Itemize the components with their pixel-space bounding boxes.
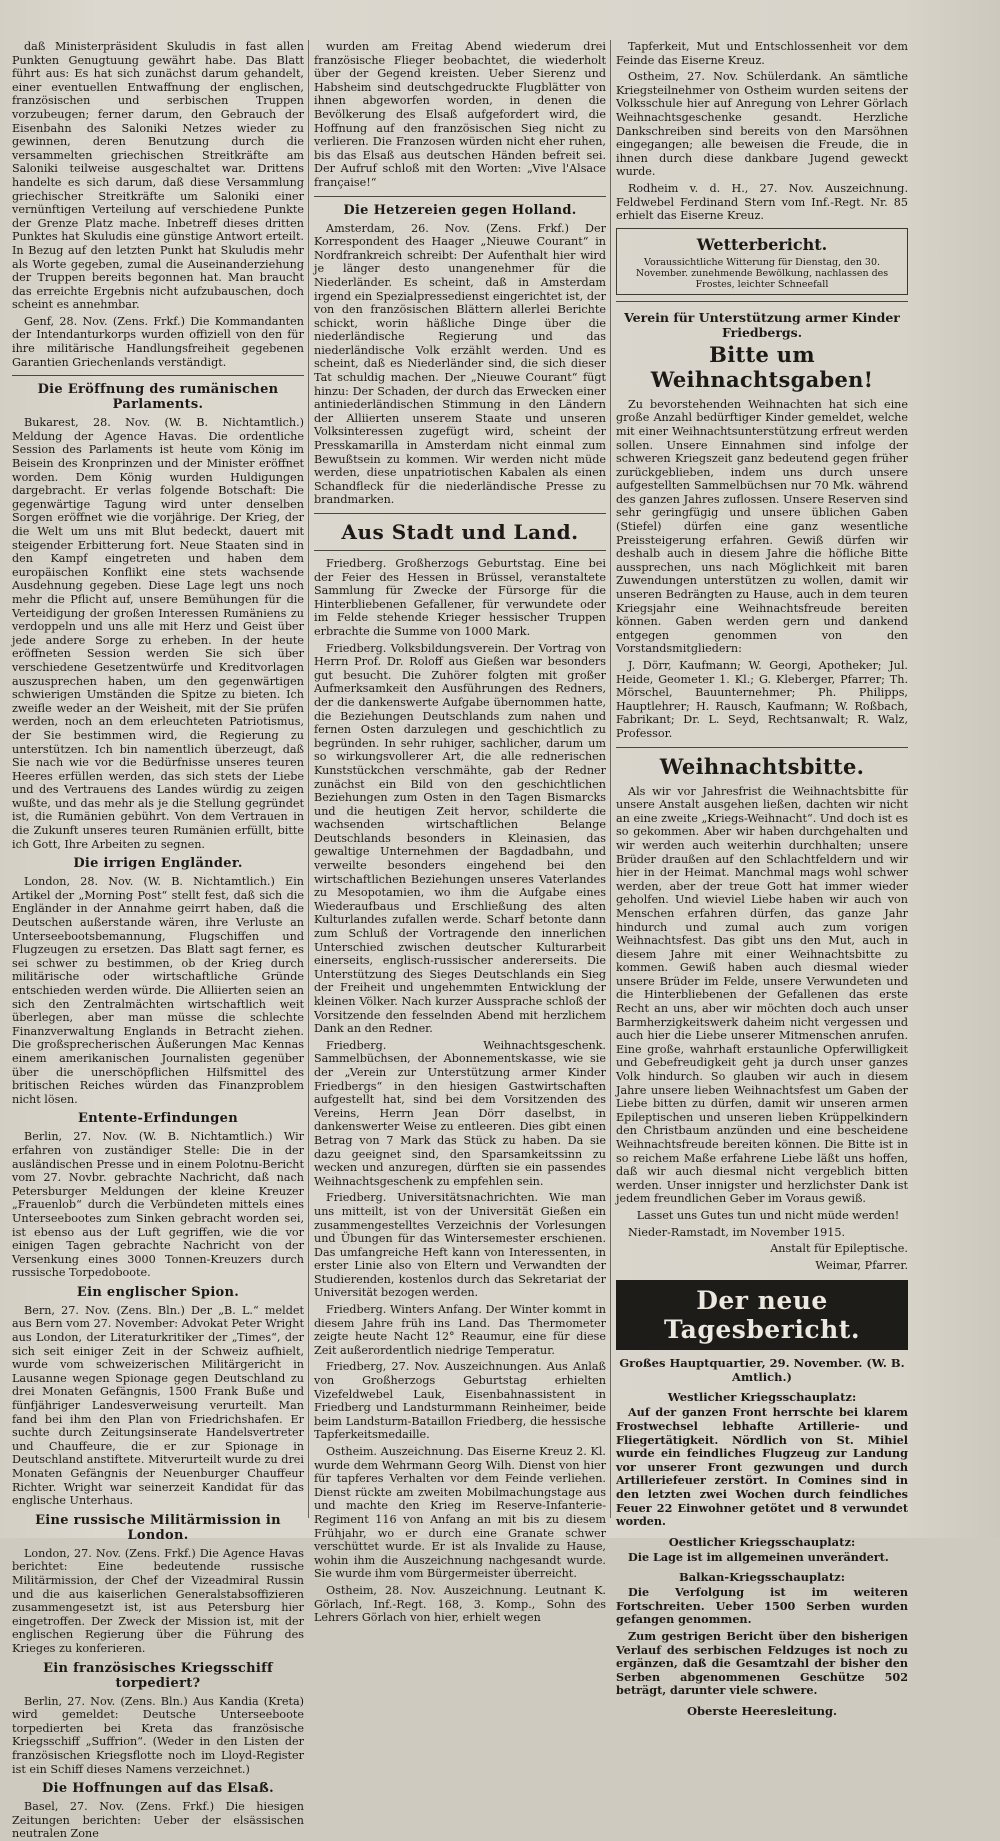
- local-news-item: Friedberg. Großherzogs Geburtstag. Eine bei der Feier des Hessen in Brüssel, veranstaltete Sammlung für Zwecke der Fürsorge für die Hinterbliebenen Gefallener, für verwundete oder im Felde stehende Krieger hessischer Truppen erbrachte die Summe von 1000 Mark.: [314, 557, 606, 638]
- local-news-item: Rodheim v. d. H., 27. Nov. Auszeichnung. Feldwebel Ferdinand Stern vom Inf.-Regt. Nr. 85 erhielt das Eiserne Kreuz.: [616, 181, 908, 223]
- divider: [616, 747, 908, 748]
- divider: [12, 375, 304, 376]
- article-headline: Die Hetzereien gegen Holland.: [343, 202, 577, 218]
- association-name: Verein für Unterstützung armer Kinder Friedbergs.: [624, 309, 900, 340]
- divider: [616, 301, 908, 302]
- local-news-item: Ostheim, 28. Nov. Auszeichnung. Leutnant K. Görlach, Inf.-Regt. 168, 3. Komp., Sohn des Lehrers Görlach von hier, erhielt wegen: [314, 1583, 606, 1625]
- article-body: wurden am Freitag Abend wiederum drei französische Flieger beobachtet, die wiederholt über der Gegend kreisten. Ueber Sierenz und Habsheim sind deutschgedruckte Flugblätter von ihnen abgeworfen worden, in denen die Bevölkerung des Elsaß aufgefordert wird, die Hoffnung auf den französischen Sieg nicht zu verlieren. Die Franzosen würden nicht eher ruhen, bis das Elsaß aus deutschen Händen befreit sei. Der Aufruf schloß mit den Worten: „Vive l'Alsace française!“: [314, 40, 606, 189]
- local-news-item: Friedberg. Universitätsnachrichten. Wie man uns mitteilt, ist von der Universität Gießen ein zusammengestelltes Verzeichnis der Vorlesungen und Übungen für das Wintersemester erschienen. Das umfangreiche Heft kann von Interessenten, in erster Linie also von Eltern und Verwandten der Studierenden, kostenlos durch das Sekretariat der Universität bezogen werden.: [314, 1191, 606, 1300]
- article-headline: Ein französisches Kriegsschiff torpediert?: [43, 1660, 273, 1691]
- report-text: Die Lage ist im allgemeinen unverändert.: [628, 1549, 889, 1564]
- weather-report-box: [616, 228, 908, 295]
- theatre-heading: Oestlicher Kriegsschauplatz:: [668, 1534, 856, 1549]
- article-body: London, 28. Nov. (W. B. Nichtamtlich.) Ein Artikel der „Morning Post“ stellt fest, daß sich die Engländer in der Annahme geirrt haben, daß die Deutschen außerstande wären, ihre Verluste an Unterseebootsbemannung, Flugschiffen und Flugzeugen zu ersetzen. Das Blatt sagt ferner, es sei schwer zu bestimmen, ob der Krieg durch militärische oder wirtschaftliche Gründe entschieden werden würde. Die Alliierten seien an sich den Zentralmächten wirtschaftlich weit überlegen, aber man müsse die schlechte Finanzverwaltung Englands in Betracht ziehen. Die großsprecherischen Äußerungen Mac Kennas einem amerikanischen Journalisten gegenüber über die unerschöpflichen Hilfsmittel des britischen Reiches würden das Finanzproblem nicht lösen.: [12, 875, 304, 1106]
- local-news-item: Friedberg. Winters Anfang. Der Winter kommt in diesem Jahre früh ins Land. Das Thermometer zeigte heute Nacht 12° Reaumur, eine für diese Zeit außerordentlich niedrige Temperatur.: [314, 1303, 606, 1357]
- local-news-item: Ostheim. Auszeichnung. Das Eiserne Kreuz 2. Kl. wurde dem Wehrmann Georg Wilh. Dienst von hier für tapferes Verhalten vor dem Feinde verliehen. Dienst rückte am zweiten Mobilmachungstage aus und machte den Krieg im Reserve-Infanterie-Regiment 116 von Anfang an mit bis zu diesem Frühjahr, wo er durch eine Granate schwer verschüttet wurde. Er ist als Invalide zu Hause, wohin ihm die Auszeichnung nachgesandt wurde. Sie wurde ihm vom Bürgermeister überreicht.: [314, 1445, 606, 1581]
- daily-report-banner: Der neue Tagesbericht.: [616, 1280, 908, 1350]
- local-news-item: Ostheim, 27. Nov. Schülerdank. An sämtliche Kriegsteilnehmer von Ostheim wurden seitens der Volksschule hier auf Anregung von Lehrer Görlach Weihnachtsgeschenke gesandt. Herzliche Dankschreiben sind bereits von den Marsöhnen eingegangen; alle beweisen die Freude, die in ihnen durch diese dankbare Jugend geweckt wurde.: [616, 70, 908, 179]
- article-headline: Die irrigen Engländer.: [73, 856, 243, 872]
- article-body: Basel, 27. Nov. (Zens. Frkf.) Die hiesigen Zeitungen berichten: Ueber der elsässischen neutralen Zone: [12, 1800, 304, 1841]
- board-members: J. Dörr, Kaufmann; W. Georgi, Apotheker; Jul. Heide, Geometer 1. Kl.; G. Kleberger, Pfarrer; Th. Mörschel, Bauunternehmer; Ph. Philipps, Hauptlehrer; H. Rausch, Kaufmann; W. Roßbach, Fabrikant; Dr. L. Seyd, Rechtsanwalt; R. Walz, Professor.: [616, 659, 908, 740]
- article-body: Bukarest, 28. Nov. (W. B. Nichtamtlich.) Meldung der Agence Havas. Die ordentliche Session des Parlaments ist heute vom König im Beisein des Kronprinzen und der Minister eröffnet worden. Dem König wurden Huldigungen dargebracht. Er verlas folgende Botschaft: Die gegenwärtige Tagung wird unter denselben Sorgen eröffnet wie die vorjährige. Der Krieg, der die Welt um uns mit Blut bedeckt, dauert mit steigender Erbitterung fort. Neue Staaten sind in den Kampf eingetreten und haben dem europäischen Konflikt eine stets wachsende Ausdehnung gegeben. Diese Lage legt uns noch mehr die Pflicht auf, unsere Bemühungen für die Verteidigung der großen Interessen Rumäniens zu verdoppeln und uns alle mit Herz und Geist über jede andere Sorge zu erheben. In der heute eröffneten Session werden Sie sich über verschiedene Gesetzentwürfe und Kreditvorlagen auszusprechen haben, um den gegenwärtigen schwierigen Umständen die Spitze zu bieten. Ich zweifle weder an der Weisheit, mit der Sie prüfen werden, noch an dem erleuchteten Patriotismus, der Sie bestimmen wird, die Regierung zu unterstützen. Ich bin namentlich überzeugt, daß Sie nach wie vor die Bedürfnisse unseres teuren Heeres erfüllen werden, das sich stets der Liebe und des Vertrauens des Landes würdig zu zeigen wußte, und das mehr als je die Stellung gegründet ist, die Rumänien gebührt. Von dem Vertrauen in die Zukunft unseres teuren Rumänien erfüllt, bitte ich Gott, Ihre Arbeiten zu segnen.: [12, 416, 304, 851]
- local-news-item: Friedberg. Volksbildungsverein. Der Vortrag von Herrn Prof. Dr. Roloff aus Gießen war besonders gut besucht. Die Zuhörer folgten mit großer Aufmerksamkeit den Ausführungen des Redners, der die dankenswerte Aufgabe übernommen hatte, die Beziehungen Deutschlands zum nahen und fernen Osten darzulegen und geschichtlich zu begründen. In sehr ruhiger, sachlicher, darum um so wirkungsvollerer Art, die alle rednerischen Kunststückchen verschmähte, gab der Redner zunächst ein Bild von den geschichtlichen Beziehungen zum Osten in den Tagen Bismarcks und die heutigen Zeit hervor, schilderte die wachsenden wirtschaftlichen Belange Deutschlands besonders in Kleinasien, das gewaltige Unternehmen der Bagdadbahn, und verweilte besonders eingehend bei den wirtschaftlichen Beziehungen unseres Vaterlandes zu Mesopotamien, wo ihm die Aufgabe eines Wiederaufbaus und Erschließung des alten Kulturlandes zufallen werde. Scharf betonte dann zum Schluß der Vortragende den innerlichen Unterschied zwischen deutscher Kulturarbeit einerseits, englisch-russischer andererseits. Die Unterstützung des Sieges Deutschlands ein Sieg der Freiheit und ungehemmten Entwicklung der kleinen Völker. Nach kurzer Aussprache schloß der Vorsitzende den fesselnden Abend mit herzlichem Dank an den Redner.: [314, 641, 606, 1036]
- article-headline: Die Eröffnung des rumänischen Parlaments.: [37, 382, 279, 413]
- christmas-appeal-text: Als wir vor Jahresfrist die Weihnachtsbitte für unsere Anstalt ausgehen ließen, dachten wir nicht an eine zweite „Kriegs-Weihnacht“. Und doch ist es so gekommen. Aber wir haben durchgehalten und wir werden auch weiterhin durchhalten; unsere Brüder draußen auf den Schlachtfeldern und wir hier in der Heimat. Manchmal mags wohl schwer werden, aber der treue Gott hat immer wieder geholfen. Und wieviel Liebe haben wir auch von Menschen erfahren dürfen, das ganze Jahr hindurch und zumal auch zum vorigen Weihnachtsfest. Das gibt uns den Mut, auch in diesem Jahre mit einer Weihnachtsbitte zu kommen. Gewiß haben auch diesmal wieder unsere Brüder im Felde, unsere Verwundeten und die Hinterbliebenen der Gefallenen das erste Recht an uns, aber wir möchten doch auch unser Barmherzigkeitswerk daheim nicht vergessen und auch hier die Liebe unserer Mitmenschen anrufen. Eine große, wahrhaft erstaunliche Opferwilligkeit und Gebefreudigkeit geht ja durch unser ganzes Volk hindurch. So glauben wir auch in diesem Jahre unsere lieben Weihnachtsfest um Gaben der Liebe bitten zu dürfen, damit wir unseren armen Epileptischen und unseren lieben Krüppelkindern den Christbaum anzünden und eine bescheidene Weihnachtsfreude bereiten können. Die Bitte ist in so reichem Maße erfahrene Liebe läßt uns hoffen, daß wir auch diesmal nicht vergeblich bitten werden. Unser innigster und herzlichster Dank ist jedem freundlichen Geber im Voraus gewiß.: [616, 784, 908, 1206]
- report-text: Die Verfolgung ist im weiteren Fortschreiten. Ueber 1500 Serben wurden gefangen genommen.: [616, 1585, 908, 1627]
- signature-institution: Anstalt für Epileptische.: [770, 1242, 908, 1256]
- weather-title: Wetterbericht.: [696, 234, 828, 254]
- local-news-item: Friedberg. Weihnachtsgeschenk. Sammelbüchsen, der Abonnementskasse, wie sie der „Verein zur Unterstützung armer Kinder Friedbergs“ in den hiesigen Gastwirtschaften aufgestellt hat, sind bei dem Vorsitzenden des Vereins, Herrn Jean Dörr daselbst, in dankenswerter Weise zu entleeren. Dies gibt einen Betrag von 7 Mark das Stück zu haben. Da sie dazu geeignet sind, den Sparsamkeitssinn zu wecken und anzuregen, dürften sie ein passendes Weihnachtsgeschenk zu empfehlen sein.: [314, 1038, 606, 1188]
- weather-text: Voraussichtliche Witterung für Dienstag, den 30. November. zunehmende Bewölkung, nachlassen des Frostes, leichter Schneefall: [635, 256, 889, 290]
- local-news-item: Tapferkeit, Mut und Entschlossenheit vor dem Feinde das Eiserne Kreuz.: [616, 40, 908, 67]
- local-news-item: Friedberg, 27. Nov. Auszeichnungen. Aus Anlaß von Großherzogs Geburtstag erhielten Vizefeldwebel Lauk, Eisenbahnassistent in Friedberg und Landsturmmann Reinheimer, beide beim Landsturm-Bataillon Friedberg, die hessische Tapferkeitsmedaille.: [314, 1360, 606, 1442]
- article-headline: Eine russische Militärmission in London.: [35, 1512, 281, 1543]
- report-signature: Oberste Heeresleitung.: [686, 1704, 838, 1719]
- divider: [314, 513, 606, 514]
- article-headline: Die Hoffnungen auf das Elsaß.: [42, 1781, 274, 1797]
- theatre-heading: Balkan-Kriegsschauplatz:: [679, 1570, 845, 1585]
- theatre-heading: Westlicher Kriegsschauplatz:: [667, 1390, 857, 1405]
- report-text: Zum gestrigen Bericht über den bisherigen Verlauf des serbischen Feldzuges ist noch zu ergänzen, daß die Gesamtzahl der bisher den Serben abgenommenen Geschütze 502 beträgt, darunter viele schwere.: [616, 1629, 908, 1698]
- christmas-appeal-place: Nieder-Ramstadt, im November 1915.: [628, 1225, 846, 1239]
- column-rule-1: [308, 40, 309, 1518]
- article-headline: Entente-Erfindungen: [77, 1111, 238, 1127]
- intro-paragraph: Genf, 28. Nov. (Zens. Frkf.) Die Kommandanten der Intendanturkorps wurden offiziell von den für ihre militärische Handlungsfreiheit gegebenen Garantien Griechenlands verständigt.: [12, 314, 304, 369]
- appeal-title: Bitte um Weihnachtsgaben!: [650, 341, 874, 392]
- christmas-appeal-title: Weihnachtsbitte.: [659, 753, 865, 779]
- divider: [314, 196, 606, 197]
- appeal-text: Zu bevorstehenden Weihnachten hat sich eine große Anzahl bedürftiger Kinder gemeldet, welche mit einer Weihnachtsunterstützung erfreut werden sollen. Unsere Einnahmen sind infolge der schweren Kriegszeit ganz bedeutend gegen früher zurückgeblieben, indem uns durch unsere aufgestellten Sammelbüchsen nur 70 Mk. während des ganzen Jahres zuflossen. Unsere Reserven sind sehr geringfügig und unsere üblichen Gaben (Stiefel) dürfen eine ganz wesentliche Preissteigerung erfahren. Gewiß dürfen wir deshalb auch in diesem Jahre die höfliche Bitte aussprechen, uns nach Möglichkeit mit baren Zuwendungen unterstützen zu wollen, damit wir unseren Bedrängten zu Hause, auch in dem teuren Kriegsjahr eine Weihnachtsfreude bereiten können. Gaben werden gern und dankend entgegen genommen von den Vorstandsmitgliedern:: [616, 397, 908, 656]
- intro-paragraph: daß Ministerpräsident Skuludis in fast allen Punkten Genugtuung gewährt habe. Das Blatt führt aus: Es hat sich zunächst darum gehandelt, einer eventuellen Entwaffnung der englischen, französischen und serbischen Truppen vorzubeugen; ferner darum, den Gebrauch der Eisenbahn des Saloniki Netzes wieder zu gewinnen, deren Benutzung durch die versammelten griechischen Streitkräfte am Saloniki teilweise ausgeschaltet war. Drittens handelte es sich darum, daß diese Versammlung griechischer Streitkräfte um Saloniki einer vernünftigen Verteilung auf verschiedene Punkte der Grenze Platz mache. Inbetreff dieses dritten Punktes hat Skuludis eine günstige Antwort erteilt. In Bezug auf den letzten Punkt hat Skuludis mehr als Worte gegeben, zumal die Auseinanderziehung der Truppen bereits begonnen hat. Man braucht das erreichte Ergebnis nicht aufzubauschen, doch scheint es annehmbar.: [12, 40, 304, 312]
- column-1: [12, 40, 304, 1841]
- article-body: Berlin, 27. Nov. (W. B. Nichtamtlich.) Wir erfahren von zuständiger Stelle: Die in der ausländischen Presse und in einem Polotnu-Bericht vom 27. Novbr. gebrachte Nachricht, daß nach Petersburger Meldungen der kleine Kreuzer „Frauenlob“ durch die Verbündeten mittels eines Unterseebootes zum Sinken gebracht worden sei, ist ebenso aus der Luft gegriffen, wie die vor einigen Tagen gebrachte Nachricht von der Versenkung eines 3000 Tonnen-Kreuzers durch russische Torpedoboote.: [12, 1130, 304, 1280]
- article-body: Amsterdam, 26. Nov. (Zens. Frkf.) Der Korrespondent des Haager „Nieuwe Courant“ in Nordfrankreich schreibt: Der Aufenthalt hier wird je länger desto unangenehmer für die Niederländer. Es scheint, daß in Amsterdam irgend ein Spezialpressedienst eingerichtet ist, der von den französischen Blättern allerlei Berichte schickt, worin häßliche Dinge über die niederländische Regierung und das niederländische Volk erzählt werden. Und es scheint, daß es Niederländer sind, die sich dieser Tat schuldig machen. Der „Nieuwe Courant“ fügt hinzu: Der Schaden, der durch das Erwecken einer antiniederländischen Stimmung in den Ländern der Alliierten unserem Staate und unseren Volksinteressen zugefügt wird, scheint der Presskamarilla in Amsterdam nicht einmal zum Bewußtsein zu kommen. Wir werden nicht müde werden, diese unpatriotischen Kabalen als einen Schandfleck für die niederländische Presse zu brandmarken.: [314, 221, 606, 507]
- christmas-appeal-closing: Lasset uns Gutes tun und nicht müde werden!: [636, 1208, 900, 1222]
- divider: [314, 550, 606, 551]
- column-rule-2: [610, 40, 611, 1518]
- column-2: [314, 40, 606, 1625]
- article-headline: Ein englischer Spion.: [76, 1284, 240, 1300]
- report-text: Auf der ganzen Front herrschte bei klarem Frostwechsel lebhafte Artillerie- und Fliegertätigkeit. Nördlich von St. Mihiel wurde ein feindliches Flugzeug zur Landung vor unserer Front gezwungen und durch Artilleriefeuer zerstört. In Comines sind in den letzten zwei Wochen durch feindliches Feuer 22 Einwohner getötet und 8 verwundet worden.: [616, 1405, 908, 1529]
- signature-pastor: Weimar, Pfarrer.: [815, 1258, 908, 1272]
- article-body: London, 27. Nov. (Zens. Frkf.) Die Agence Havas berichtet: Eine bedeutende russische Militärmission, der Chef der Vizeadmiral Russin und die aus kaiserlichen Generalstabsoffizieren zusammengesetzt ist, ist aus Petersburg hier eingetroffen. Der Zweck der Mission ist, mit der englischen Regierung über die Führung des Krieges zu konferieren.: [12, 1546, 304, 1655]
- column-3: [616, 40, 908, 1719]
- section-title: Aus Stadt und Land.: [341, 520, 579, 544]
- report-dateline: Großes Hauptquartier, 29. November. (W. B. Amtlich.): [619, 1356, 905, 1385]
- article-body: Bern, 27. Nov. (Zens. Bln.) Der „B. L.“ meldet aus Bern vom 27. November: Advokat Peter Wright aus London, der Literaturkritiker der „Times“, der sich seit einiger Zeit in der Schweiz aufhielt, wurde vom schweizerischen Militärgericht in Lausanne wegen Spionage gegen Deutschland zu drei Monaten Gefängnis, 1500 Frank Buße und fünfjähriger Landesverweisung verurteilt. Man fand bei ihm den Plan von Friedrichshafen. Er suchte durch Zeitungsinserate Handelsvertreter und Chauffeure, die er zur Spionage in Deutschland anstiftete. Mitverurteilt wurde zu drei Monaten Gefängnis der Neuenburger Chauffeur Richter. Wright war seinerzeit Kandidat für das englische Unterhaus.: [12, 1303, 304, 1508]
- article-body: Berlin, 27. Nov. (Zens. Bln.) Aus Kandia (Kreta) wird gemeldet: Deutsche Unterseeboote torpedierten bei Kreta das französische Kriegsschiff „Suffrion“. (Weder in den Listen der französischen Kriegsflotte noch im Lloyd-Register ist ein Schiff dieses Namens verzeichnet.): [12, 1694, 304, 1776]
